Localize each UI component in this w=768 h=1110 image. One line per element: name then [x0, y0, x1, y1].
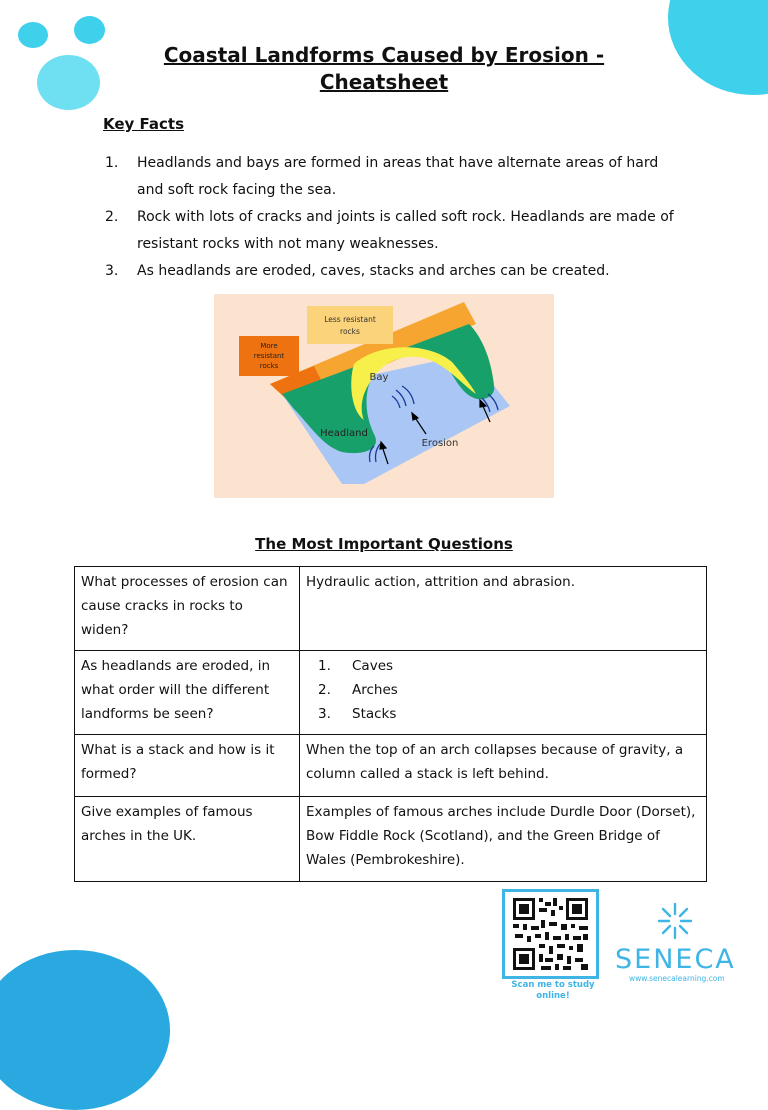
- table-row: [75, 735, 707, 797]
- brand-url[interactable]: www.senecalearning.com: [629, 974, 725, 983]
- label-headland: Headland: [320, 428, 368, 439]
- list-item: 2. Arches: [318, 682, 398, 698]
- decor-blob: [18, 22, 48, 48]
- answer-cell: Examples of famous arches include Durdle Door (Dorset), Bow Fiddle Rock (Scotland), and the Green Bridge of Wales (Pembrokeshire).: [300, 797, 707, 882]
- qr-pattern-icon: [505, 892, 596, 976]
- list-item: 1. Caves: [318, 658, 394, 674]
- key-facts-list: [105, 150, 685, 285]
- answer-cell: Hydraulic action, attrition and abrasion.: [300, 567, 707, 651]
- list-item: 3. Stacks: [318, 706, 397, 722]
- seneca-logo-icon: [653, 901, 697, 941]
- label-bay: Bay: [369, 372, 389, 383]
- question-cell: What is a stack and how is it formed?: [75, 735, 300, 797]
- list-item: 3. As headlands are eroded, caves, stacks and arches can be created.: [105, 263, 610, 279]
- questions-table: [74, 566, 707, 882]
- question-cell: What processes of erosion can cause cracks in rocks to widen?: [75, 567, 300, 651]
- key-facts-heading: Key Facts: [103, 115, 185, 133]
- decor-blob: [0, 950, 170, 1110]
- table-row: [75, 797, 707, 882]
- decor-blob: [37, 55, 100, 110]
- page-title: Coastal Landforms Caused by Erosion - Cheatsheet: [163, 43, 605, 94]
- answer-cell: [300, 651, 707, 735]
- answer-cell: When the top of an arch collapses because of gravity, a column called a stack is left behind.: [300, 735, 707, 797]
- decor-blob: [74, 16, 105, 44]
- label-more-resistant-2: resistant: [253, 352, 285, 360]
- landform-order-list: [306, 654, 700, 726]
- label-erosion: Erosion: [421, 438, 459, 449]
- label-more-resistant-3: rocks: [259, 362, 279, 370]
- table-row: [75, 651, 707, 735]
- question-cell: As headlands are eroded, in what order will the different landforms be seen?: [75, 651, 300, 735]
- brand-name: SENECA: [615, 944, 736, 975]
- list-item: 1. Headlands and bays are formed in areas that have alternate areas of hard and soft rock facing the sea.: [105, 155, 659, 198]
- decor-blob: [668, 0, 768, 95]
- label-more-resistant: More: [260, 342, 278, 350]
- table-row: [75, 567, 707, 651]
- question-cell: Give examples of famous arches in the UK.: [75, 797, 300, 882]
- list-item: 2. Rock with lots of cracks and joints is called soft rock. Headlands are made of resistant rocks with not many weaknesses.: [105, 209, 674, 252]
- questions-heading: The Most Important Questions: [255, 535, 513, 553]
- coastal-diagram: [214, 294, 554, 498]
- label-less-resistant-2: rocks: [340, 327, 360, 336]
- label-less-resistant: Less resistant: [324, 315, 376, 324]
- qr-caption: Scan me to study online!: [511, 980, 595, 1001]
- qr-code[interactable]: [502, 889, 599, 979]
